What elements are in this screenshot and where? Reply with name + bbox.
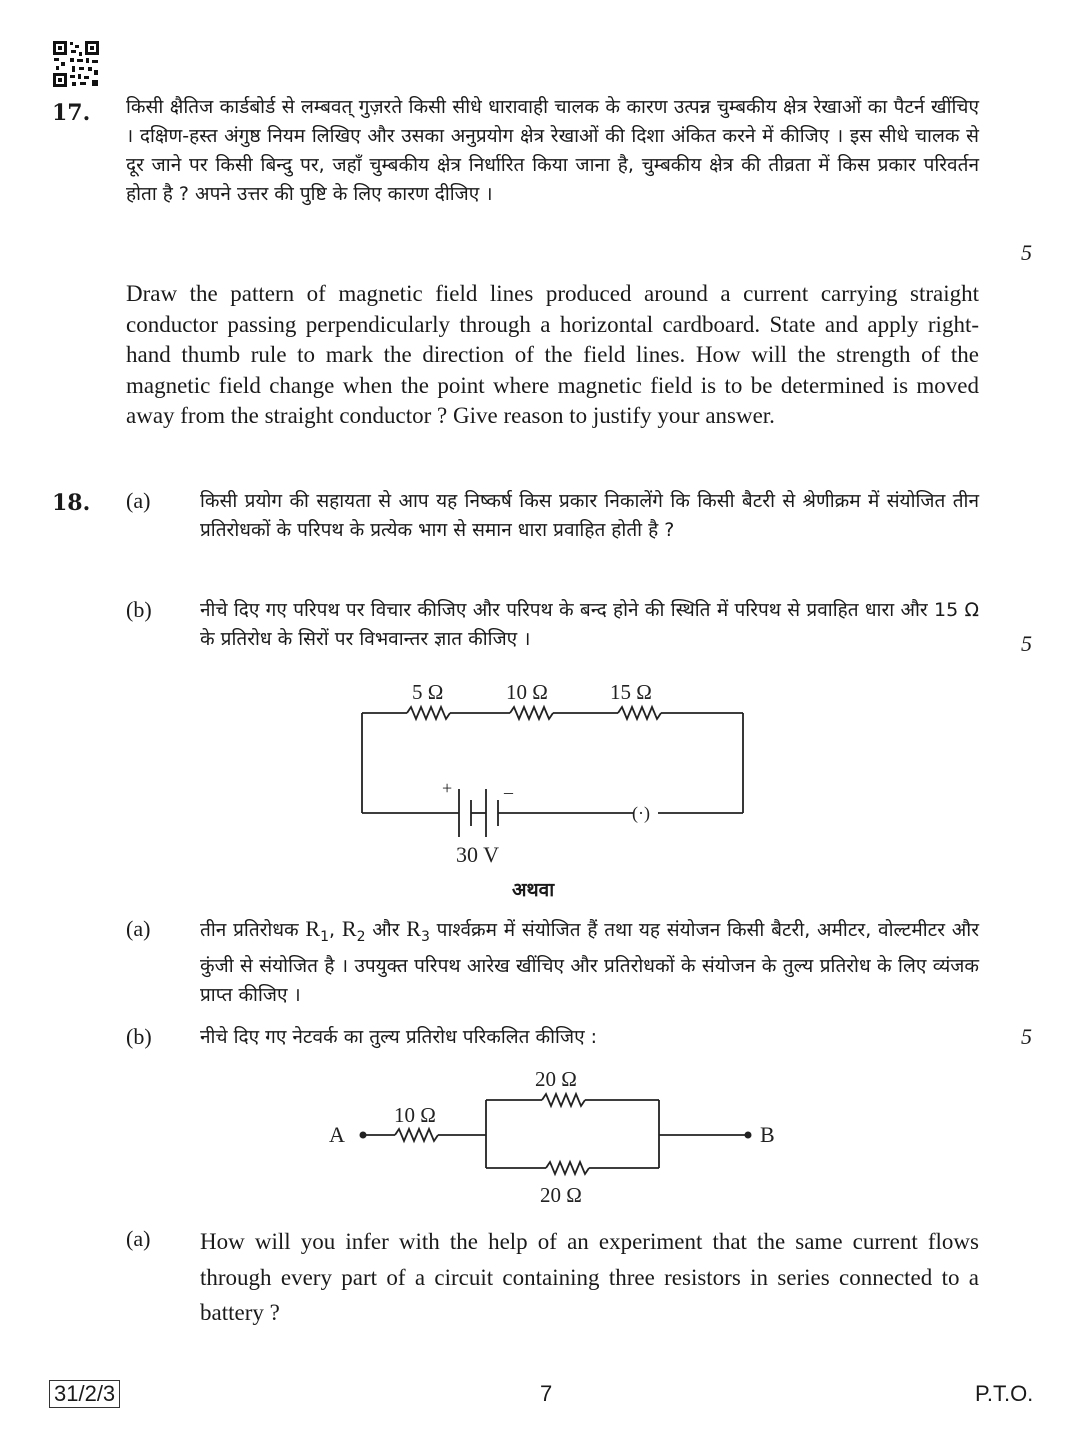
or-18b-label: (b) bbox=[126, 1024, 152, 1049]
or-divider: अथवा bbox=[512, 879, 555, 901]
resistor-bottom-20-ohm bbox=[546, 1162, 589, 1174]
page-number: 7 bbox=[540, 1381, 553, 1406]
question-18a-label: (a) bbox=[126, 488, 151, 513]
question-18b-label: (b) bbox=[126, 597, 152, 622]
label-15-ohm: 15 Ω bbox=[610, 680, 652, 704]
terminal-b-label: B bbox=[760, 1122, 775, 1147]
pto-label: P.T.O. bbox=[975, 1381, 1034, 1406]
resistor-5-ohm bbox=[407, 707, 450, 719]
question-18a-english: How will you infer with the help of an experiment that the same current flows through every part of a circuit containing three resistors in series connected to a battery ? bbox=[200, 1229, 979, 1325]
battery-minus: – bbox=[504, 782, 513, 802]
terminal-a-label: A bbox=[329, 1122, 345, 1147]
battery-plus: + bbox=[442, 778, 453, 798]
question-18b-marks: 5 bbox=[1021, 631, 1032, 656]
key-symbol: (·) bbox=[632, 803, 650, 823]
question-18a-hindi: किसी प्रयोग की सहायता से आप यह निष्कर्ष किस प्रकार निकालेंगे कि किसी बैटरी से श्रेणीक्रम में संयोजित तीन प्रतिरोधकों के परिपथ के प्रत्येक भाग से समान धारा प्रवाहित होती है ? bbox=[200, 490, 979, 541]
terminal-b-dot bbox=[745, 1132, 752, 1139]
question-17-hindi: किसी क्षैतिज कार्डबोर्ड से लम्बवत् गुज़रते किसी सीधे धारावाही चालक के कारण उत्पन्न चुम्बकीय क्षेत्र रेखाओं का पैटर्न खींचिए । दक्षिण-हस्त अंगुष्ठ नियम लिखिए और उसका अनुप्रयोग क्षेत्र रेखाओं की दिशा अंकित करने में कीजिए । इस सीधे चालक से दूर जाने पर किसी बिन्दु पर, जहाँ चुम्बकीय क्षेत्र निर्धारित किया जाना है, चुम्बकीय क्षेत्र की तीव्रता में किस प्रकार परिवर्तन होता है ? अपने उत्तर की पुष्टि के लिए कारण दीजिए । bbox=[126, 96, 979, 205]
label-top-20-ohm: 20 Ω bbox=[535, 1067, 577, 1091]
question-18b-hindi: नीचे दिए गए परिपथ पर विचार कीजिए और परिपथ के बन्द होने की स्थिति में परिपथ से प्रवाहित धारा और 15 Ω के प्रतिरोध के सिरों पर विभवान्तर ज्ञात कीजिए । bbox=[200, 599, 979, 650]
battery-voltage: 30 V bbox=[456, 842, 499, 867]
terminal-a-dot bbox=[360, 1132, 367, 1139]
label-series-10-ohm: 10 Ω bbox=[394, 1103, 436, 1127]
question-18a-english-label: (a) bbox=[126, 1226, 151, 1251]
series-circuit-diagram bbox=[340, 672, 760, 872]
or-18a-hindi: तीन प्रतिरोधक $R_1$, $R_2$ और $R_3$ पार्श्वक्रम में संयोजित हैं तथा यह संयोजन किसी बैटरी, अमीटर, वोल्टमीटर और कुंजी से संयोजित है । उपयुक्त परिपथ आरेख खींचिए और प्रतिरोधकों के संयोजन के तुल्य प्रतिरोध के लिए व्यंजक प्राप्त कीजिए । bbox=[200, 916, 979, 1006]
resistor-series-10-ohm bbox=[395, 1129, 438, 1141]
resistor-top-20-ohm bbox=[542, 1094, 585, 1106]
resistor-10-ohm bbox=[510, 707, 553, 719]
label-bottom-20-ohm: 20 Ω bbox=[540, 1183, 582, 1207]
question-17-number: 17. bbox=[52, 100, 91, 126]
or-18b-marks: 5 bbox=[1021, 1024, 1032, 1049]
or-18b-hindi: नीचे दिए गए नेटवर्क का तुल्य प्रतिरोध परिकलित कीजिए : bbox=[200, 1026, 598, 1048]
label-10-ohm: 10 Ω bbox=[506, 680, 548, 704]
question-17-english: Draw the pattern of magnetic field lines produced around a current carrying straight conductor passing perpendicularly through a horizontal cardboard. State and apply right-hand thumb rule to mark the direction of the field lines. How will the strength of the magnetic field change when the point where magnetic field is to be determined is moved away from the straight conductor ? Give reason to justify your answer. bbox=[126, 281, 979, 428]
resistor-15-ohm bbox=[618, 707, 661, 719]
paper-code: 31/2/3 bbox=[49, 1380, 120, 1408]
network-diagram bbox=[320, 1060, 790, 1210]
qr-code bbox=[52, 40, 100, 88]
question-18-number: 18. bbox=[52, 490, 91, 516]
label-5-ohm: 5 Ω bbox=[412, 680, 444, 704]
or-18a-label: (a) bbox=[126, 916, 151, 941]
question-17-marks: 5 bbox=[1021, 240, 1032, 265]
